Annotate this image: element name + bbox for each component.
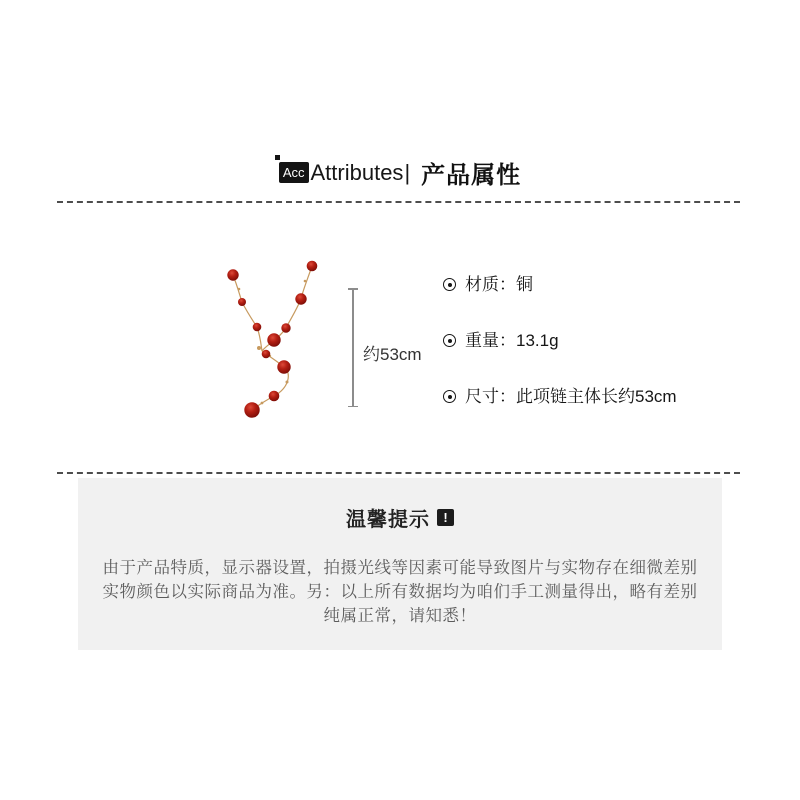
- attribute-text: 材质：铜: [465, 275, 533, 294]
- dashed-divider-bottom: [57, 472, 740, 474]
- attributes-list: [443, 274, 677, 407]
- notice-box: [78, 478, 722, 650]
- bullet-icon: [443, 334, 456, 347]
- measure-line: [352, 288, 354, 407]
- attribute-row-weight: [443, 330, 677, 351]
- exclamation-icon: !: [437, 509, 454, 526]
- brand-text: Attributes: [310, 159, 404, 185]
- page-title: 产品属性: [421, 162, 522, 189]
- measure-indicator: [348, 288, 358, 407]
- dashed-divider-top: [57, 201, 740, 203]
- attribute-row-size: [443, 386, 677, 407]
- notice-line: 实物颜色以实际商品为准。另：以上所有数据均为咱们手工测量得出，略有差别: [102, 583, 698, 601]
- measure-label: 约53cm: [363, 345, 422, 364]
- notice-line: 由于产品特质，显示器设置，拍摄光线等因素可能导致图片与实物存在细微差别: [102, 559, 698, 577]
- brand-badge-wrap: [279, 162, 309, 183]
- attribute-row-material: [443, 274, 677, 295]
- brand-badge: Acc: [279, 162, 309, 183]
- notice-line: 纯属正常，请知悉！: [323, 607, 477, 625]
- section-header: [0, 155, 800, 190]
- bullet-icon: [443, 390, 456, 403]
- measure-cap-bottom: [348, 406, 358, 408]
- decor-square-icon: [275, 155, 280, 160]
- notice-title-row: [78, 503, 722, 532]
- header-separator: |: [404, 159, 411, 185]
- notice-title: 温馨提示: [346, 509, 430, 531]
- attribute-text: 尺寸：此项链主体长约53cm: [465, 387, 677, 406]
- necklace-image: [195, 245, 345, 425]
- attribute-text: 重量：13.1g: [465, 331, 559, 350]
- notice-body: [78, 556, 722, 628]
- bullet-icon: [443, 278, 456, 291]
